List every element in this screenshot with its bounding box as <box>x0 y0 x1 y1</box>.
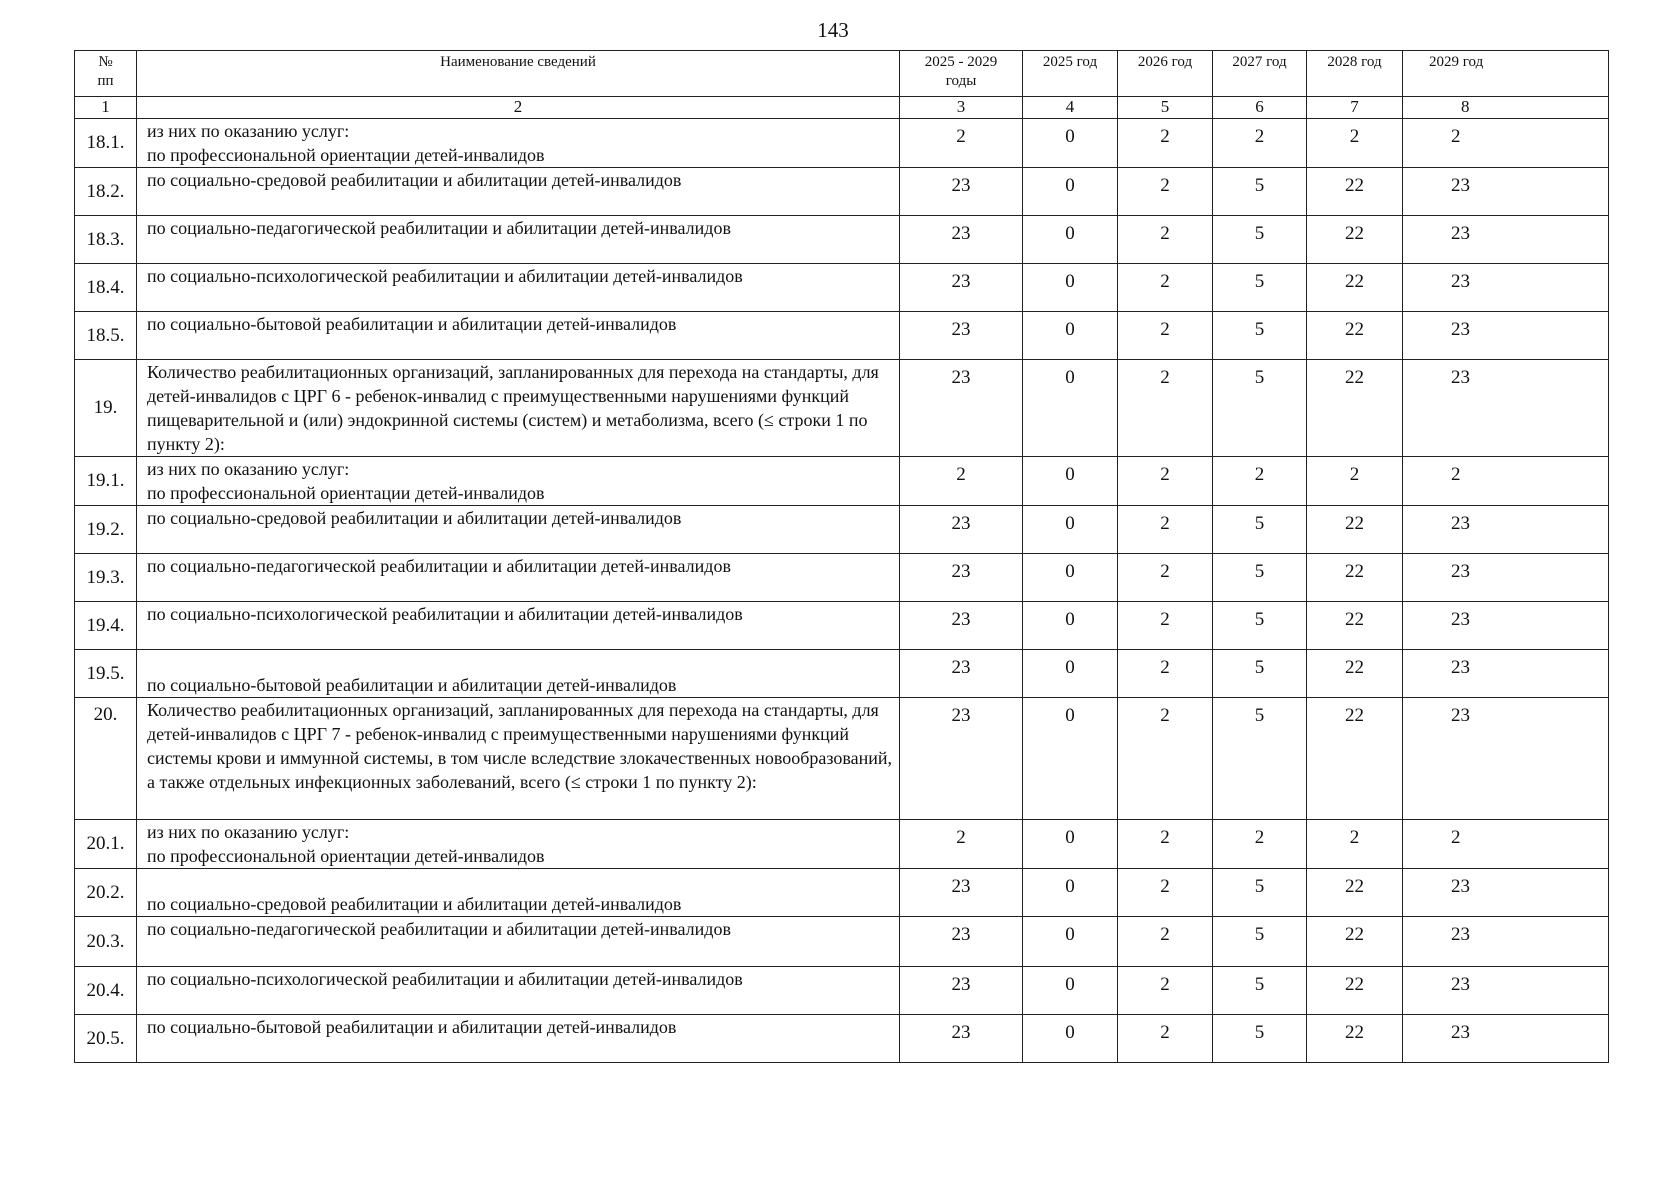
value-cell-year: 22 <box>1307 698 1403 820</box>
row-name-cell: по социально-бытовой реабилитации и абилитации детей-инвалидов <box>137 650 900 698</box>
value-cell-year: 22 <box>1307 168 1403 216</box>
column-number-cell: 8 <box>1403 97 1609 119</box>
value-cell-year: 23 <box>1403 698 1609 820</box>
row-number-cell: 19.3. <box>75 554 137 602</box>
value-cell-year: 2 <box>1118 602 1213 650</box>
column-number-cell: 4 <box>1023 97 1118 119</box>
row-name-cell: по социально-бытовой реабилитации и абилитации детей-инвалидов <box>137 1015 900 1063</box>
value-cell-year: 2 <box>1118 360 1213 457</box>
value-cell-year: 0 <box>1023 1015 1118 1063</box>
value-cell-year: 2 <box>1118 820 1213 869</box>
value-cell-year: 0 <box>1023 168 1118 216</box>
value-cell-total: 23 <box>900 602 1023 650</box>
value-cell-year: 23 <box>1403 506 1609 554</box>
value-cell-year: 22 <box>1307 506 1403 554</box>
table-row <box>75 967 1609 1015</box>
row-name-cell: по социально-психологической реабилитации и абилитации детей-инвалидов <box>137 602 900 650</box>
value-cell-year: 23 <box>1403 216 1609 264</box>
value-cell-total: 23 <box>900 698 1023 820</box>
value-cell-year: 2 <box>1118 967 1213 1015</box>
table-row <box>75 119 1609 168</box>
value-cell-year: 23 <box>1403 264 1609 312</box>
value-cell-total: 23 <box>900 264 1023 312</box>
row-number-cell: 18.1. <box>75 119 137 168</box>
table-row <box>75 360 1609 457</box>
table-row <box>75 820 1609 869</box>
table-row <box>75 168 1609 216</box>
value-cell-year: 23 <box>1403 554 1609 602</box>
value-cell-total: 23 <box>900 650 1023 698</box>
row-number-cell: 20.3. <box>75 917 137 967</box>
row-number-cell: 19.1. <box>75 457 137 506</box>
value-cell-year: 2 <box>1403 119 1609 168</box>
value-cell-year: 2 <box>1403 820 1609 869</box>
value-cell-year: 2 <box>1118 917 1213 967</box>
value-cell-year: 23 <box>1403 602 1609 650</box>
value-cell-year: 23 <box>1403 312 1609 360</box>
header-cell-year: 2027 год <box>1213 51 1307 97</box>
row-name-cell: по социально-психологической реабилитации и абилитации детей-инвалидов <box>137 967 900 1015</box>
value-cell-year: 0 <box>1023 457 1118 506</box>
row-name-cell: из них по оказанию услуг: по профессиональной ориентации детей-инвалидов <box>137 820 900 869</box>
value-cell-year: 2 <box>1118 1015 1213 1063</box>
value-cell-year: 2 <box>1118 869 1213 917</box>
column-number-cell: 5 <box>1118 97 1213 119</box>
value-cell-year: 0 <box>1023 312 1118 360</box>
value-cell-year: 5 <box>1213 312 1307 360</box>
value-cell-year: 23 <box>1403 360 1609 457</box>
report-table <box>74 50 1609 1063</box>
value-cell-year: 23 <box>1403 168 1609 216</box>
value-cell-year: 22 <box>1307 869 1403 917</box>
value-cell-year: 0 <box>1023 264 1118 312</box>
value-cell-year: 0 <box>1023 698 1118 820</box>
table-row <box>75 506 1609 554</box>
header-cell-year: 2028 год <box>1307 51 1403 97</box>
value-cell-total: 23 <box>900 917 1023 967</box>
value-cell-year: 2 <box>1307 820 1403 869</box>
value-cell-year: 5 <box>1213 360 1307 457</box>
value-cell-year: 2 <box>1213 820 1307 869</box>
value-cell-total: 23 <box>900 168 1023 216</box>
value-cell-year: 23 <box>1403 650 1609 698</box>
value-cell-year: 5 <box>1213 602 1307 650</box>
value-cell-year: 0 <box>1023 360 1118 457</box>
value-cell-year: 0 <box>1023 554 1118 602</box>
table-row <box>75 602 1609 650</box>
value-cell-year: 2 <box>1403 457 1609 506</box>
value-cell-year: 22 <box>1307 967 1403 1015</box>
row-number-cell: 19.5. <box>75 650 137 698</box>
value-cell-total: 23 <box>900 554 1023 602</box>
value-cell-total: 23 <box>900 1015 1023 1063</box>
page-number: 143 <box>817 18 849 42</box>
table-row <box>75 264 1609 312</box>
header-cell-year: 2025 год <box>1023 51 1118 97</box>
value-cell-year: 2 <box>1118 506 1213 554</box>
value-cell-year: 2 <box>1307 119 1403 168</box>
value-cell-year: 22 <box>1307 216 1403 264</box>
row-name-cell: Количество реабилитационных организаций, запланированных для перехода на стандарты, для детей-инвалидов с ЦРГ 7 - ребенок-инвалид с преимущественными нарушениями функций системы крови и иммунной системы, в том числе вследствие злокачественных новообразований, а также отдельных инфекционных заболеваний, всего (≤ строки 1 по пункту 2): <box>137 698 900 820</box>
row-name-cell: по социально-педагогической реабилитации и абилитации детей-инвалидов <box>137 554 900 602</box>
row-number-cell: 19. <box>75 360 137 457</box>
header-cell-name: Наименование сведений <box>137 51 900 97</box>
value-cell-year: 5 <box>1213 264 1307 312</box>
value-cell-year: 5 <box>1213 650 1307 698</box>
value-cell-year: 5 <box>1213 506 1307 554</box>
header-cell-num: № пп <box>75 51 137 97</box>
value-cell-year: 23 <box>1403 869 1609 917</box>
value-cell-year: 2 <box>1213 457 1307 506</box>
row-name-cell: по социально-психологической реабилитации и абилитации детей-инвалидов <box>137 264 900 312</box>
value-cell-year: 22 <box>1307 1015 1403 1063</box>
value-cell-year: 23 <box>1403 967 1609 1015</box>
row-number-cell: 18.2. <box>75 168 137 216</box>
row-name-cell: по социально-педагогической реабилитации и абилитации детей-инвалидов <box>137 917 900 967</box>
value-cell-year: 2 <box>1118 312 1213 360</box>
value-cell-year: 22 <box>1307 917 1403 967</box>
value-cell-year: 22 <box>1307 554 1403 602</box>
row-number-cell: 18.5. <box>75 312 137 360</box>
value-cell-year: 2 <box>1307 457 1403 506</box>
table-row <box>75 554 1609 602</box>
value-cell-year: 0 <box>1023 216 1118 264</box>
header-cell-total: 2025 - 2029 годы <box>900 51 1023 97</box>
value-cell-year: 5 <box>1213 967 1307 1015</box>
table-row <box>75 917 1609 967</box>
row-number-cell: 18.3. <box>75 216 137 264</box>
row-name-cell: по социально-средовой реабилитации и абилитации детей-инвалидов <box>137 506 900 554</box>
value-cell-year: 0 <box>1023 650 1118 698</box>
row-number-cell: 20.5. <box>75 1015 137 1063</box>
value-cell-year: 0 <box>1023 119 1118 168</box>
value-cell-total: 2 <box>900 820 1023 869</box>
table-row <box>75 698 1609 820</box>
row-number-cell: 20.4. <box>75 967 137 1015</box>
row-number-cell: 20.1. <box>75 820 137 869</box>
value-cell-total: 23 <box>900 967 1023 1015</box>
value-cell-year: 22 <box>1307 602 1403 650</box>
table-row <box>75 457 1609 506</box>
value-cell-year: 0 <box>1023 820 1118 869</box>
value-cell-total: 23 <box>900 216 1023 264</box>
header-cell-year: 2029 год <box>1403 51 1609 97</box>
column-number-cell: 6 <box>1213 97 1307 119</box>
table-header-row <box>75 51 1609 97</box>
value-cell-year: 2 <box>1118 264 1213 312</box>
value-cell-year: 0 <box>1023 506 1118 554</box>
value-cell-year: 22 <box>1307 650 1403 698</box>
table-row <box>75 216 1609 264</box>
column-number-row <box>75 97 1609 119</box>
row-name-cell: по социально-средовой реабилитации и абилитации детей-инвалидов <box>137 168 900 216</box>
table-row <box>75 650 1609 698</box>
table-body <box>75 51 1609 1063</box>
row-name-cell: по социально-средовой реабилитации и абилитации детей-инвалидов <box>137 869 900 917</box>
table-row <box>75 869 1609 917</box>
value-cell-year: 5 <box>1213 216 1307 264</box>
row-number-cell: 19.2. <box>75 506 137 554</box>
value-cell-year: 5 <box>1213 168 1307 216</box>
value-cell-year: 2 <box>1118 216 1213 264</box>
value-cell-year: 5 <box>1213 869 1307 917</box>
column-number-cell: 1 <box>75 97 137 119</box>
value-cell-year: 0 <box>1023 869 1118 917</box>
header-cell-year: 2026 год <box>1118 51 1213 97</box>
value-cell-total: 23 <box>900 312 1023 360</box>
value-cell-year: 23 <box>1403 917 1609 967</box>
value-cell-year: 22 <box>1307 312 1403 360</box>
value-cell-year: 2 <box>1118 457 1213 506</box>
row-name-cell: по социально-педагогической реабилитации и абилитации детей-инвалидов <box>137 216 900 264</box>
value-cell-year: 22 <box>1307 264 1403 312</box>
table-row <box>75 312 1609 360</box>
value-cell-year: 0 <box>1023 602 1118 650</box>
value-cell-total: 23 <box>900 869 1023 917</box>
row-number-cell: 19.4. <box>75 602 137 650</box>
row-number-cell: 18.4. <box>75 264 137 312</box>
value-cell-year: 2 <box>1118 650 1213 698</box>
row-name-cell: из них по оказанию услуг: по профессиональной ориентации детей-инвалидов <box>137 119 900 168</box>
value-cell-total: 2 <box>900 457 1023 506</box>
value-cell-year: 5 <box>1213 1015 1307 1063</box>
value-cell-year: 2 <box>1118 554 1213 602</box>
value-cell-year: 22 <box>1307 360 1403 457</box>
value-cell-year: 2 <box>1118 119 1213 168</box>
value-cell-year: 2 <box>1118 168 1213 216</box>
value-cell-total: 2 <box>900 119 1023 168</box>
value-cell-year: 23 <box>1403 1015 1609 1063</box>
value-cell-total: 23 <box>900 360 1023 457</box>
value-cell-year: 2 <box>1118 698 1213 820</box>
column-number-cell: 2 <box>137 97 900 119</box>
row-name-cell: Количество реабилитационных организаций, запланированных для перехода на стандарты, для детей-инвалидов с ЦРГ 6 - ребенок-инвалид с преимущественными нарушениями функций пищеварительной и (или) эндокринной системы (систем) и метаболизма, всего (≤ строки 1 по пункту 2): <box>137 360 900 457</box>
table-row <box>75 1015 1609 1063</box>
value-cell-year: 2 <box>1213 119 1307 168</box>
column-number-cell: 7 <box>1307 97 1403 119</box>
value-cell-year: 0 <box>1023 917 1118 967</box>
column-number-cell: 3 <box>900 97 1023 119</box>
value-cell-year: 5 <box>1213 917 1307 967</box>
row-name-cell: из них по оказанию услуг: по профессиональной ориентации детей-инвалидов <box>137 457 900 506</box>
row-number-cell: 20. <box>75 698 137 820</box>
row-number-cell: 20.2. <box>75 869 137 917</box>
value-cell-year: 0 <box>1023 967 1118 1015</box>
value-cell-total: 23 <box>900 506 1023 554</box>
value-cell-year: 5 <box>1213 554 1307 602</box>
value-cell-year: 5 <box>1213 698 1307 820</box>
row-name-cell: по социально-бытовой реабилитации и абилитации детей-инвалидов <box>137 312 900 360</box>
